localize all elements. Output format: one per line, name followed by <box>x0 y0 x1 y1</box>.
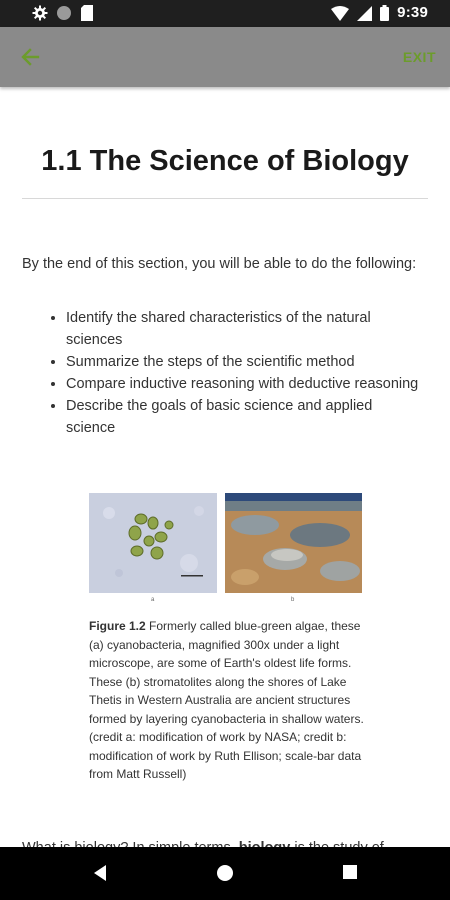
back-button[interactable] <box>16 44 46 70</box>
battery-icon <box>380 5 389 21</box>
reader-content[interactable] <box>0 87 450 847</box>
nav-recents-button[interactable] <box>342 864 358 885</box>
nav-back-icon <box>92 869 108 886</box>
stromatolites-image[interactable] <box>225 493 362 593</box>
nav-home-button[interactable] <box>216 864 234 887</box>
objective-item: • Summarize the steps of the scientific method <box>66 351 422 373</box>
arrow-left-icon <box>16 57 46 74</box>
system-nav-bar <box>0 847 450 900</box>
cyanobacteria-image[interactable] <box>89 493 217 593</box>
objective-item: • Identify the shared characteristics of the natural sciences <box>66 307 422 351</box>
status-right-icons <box>331 4 428 22</box>
sd-card-icon <box>80 5 94 21</box>
exit-button[interactable]: EXIT <box>402 49 436 65</box>
circle-icon <box>56 5 72 21</box>
nav-back-button[interactable] <box>92 864 108 887</box>
status-left-icons <box>32 5 94 21</box>
figure-caption <box>89 617 365 784</box>
nav-home-icon <box>216 869 234 886</box>
page-title: 1.1 The Science of Biology <box>41 145 409 177</box>
signal-icon <box>357 6 372 21</box>
status-time: 9:39 <box>397 4 428 21</box>
figure-label-a: a <box>151 597 155 603</box>
objective-item: • Compare inductive reasoning with deductive reasoning <box>66 373 422 395</box>
figure-caption-label: Figure 1.2 <box>89 619 146 633</box>
settings-icon <box>32 5 48 21</box>
title-divider <box>22 198 428 199</box>
status-bar <box>0 0 450 27</box>
app-bar <box>0 27 450 87</box>
wifi-icon <box>331 6 349 21</box>
objective-item: • Describe the goals of basic science and applied science <box>66 395 422 439</box>
learning-objectives-list <box>22 307 422 439</box>
learning-objectives-intro: By the end of this section, you will be able to do the following: <box>22 256 417 272</box>
figure-label-b: b <box>291 597 295 603</box>
figure-caption-text: Formerly called blue-green algae, these (a) cyanobacteria, magnified 300x under a light microscope, are some of Earth's oldest life forms. These (b) stromatolites along the shores of Lake Thetis in Western Australia are ancient structures formed by layering cyanobacteria in shallow waters. (credit a: modification of work by NASA; credit b: modification of work by Ruth Ellison; scale-bar data from Matt Russell) <box>89 619 364 781</box>
nav-recents-icon <box>342 867 358 884</box>
